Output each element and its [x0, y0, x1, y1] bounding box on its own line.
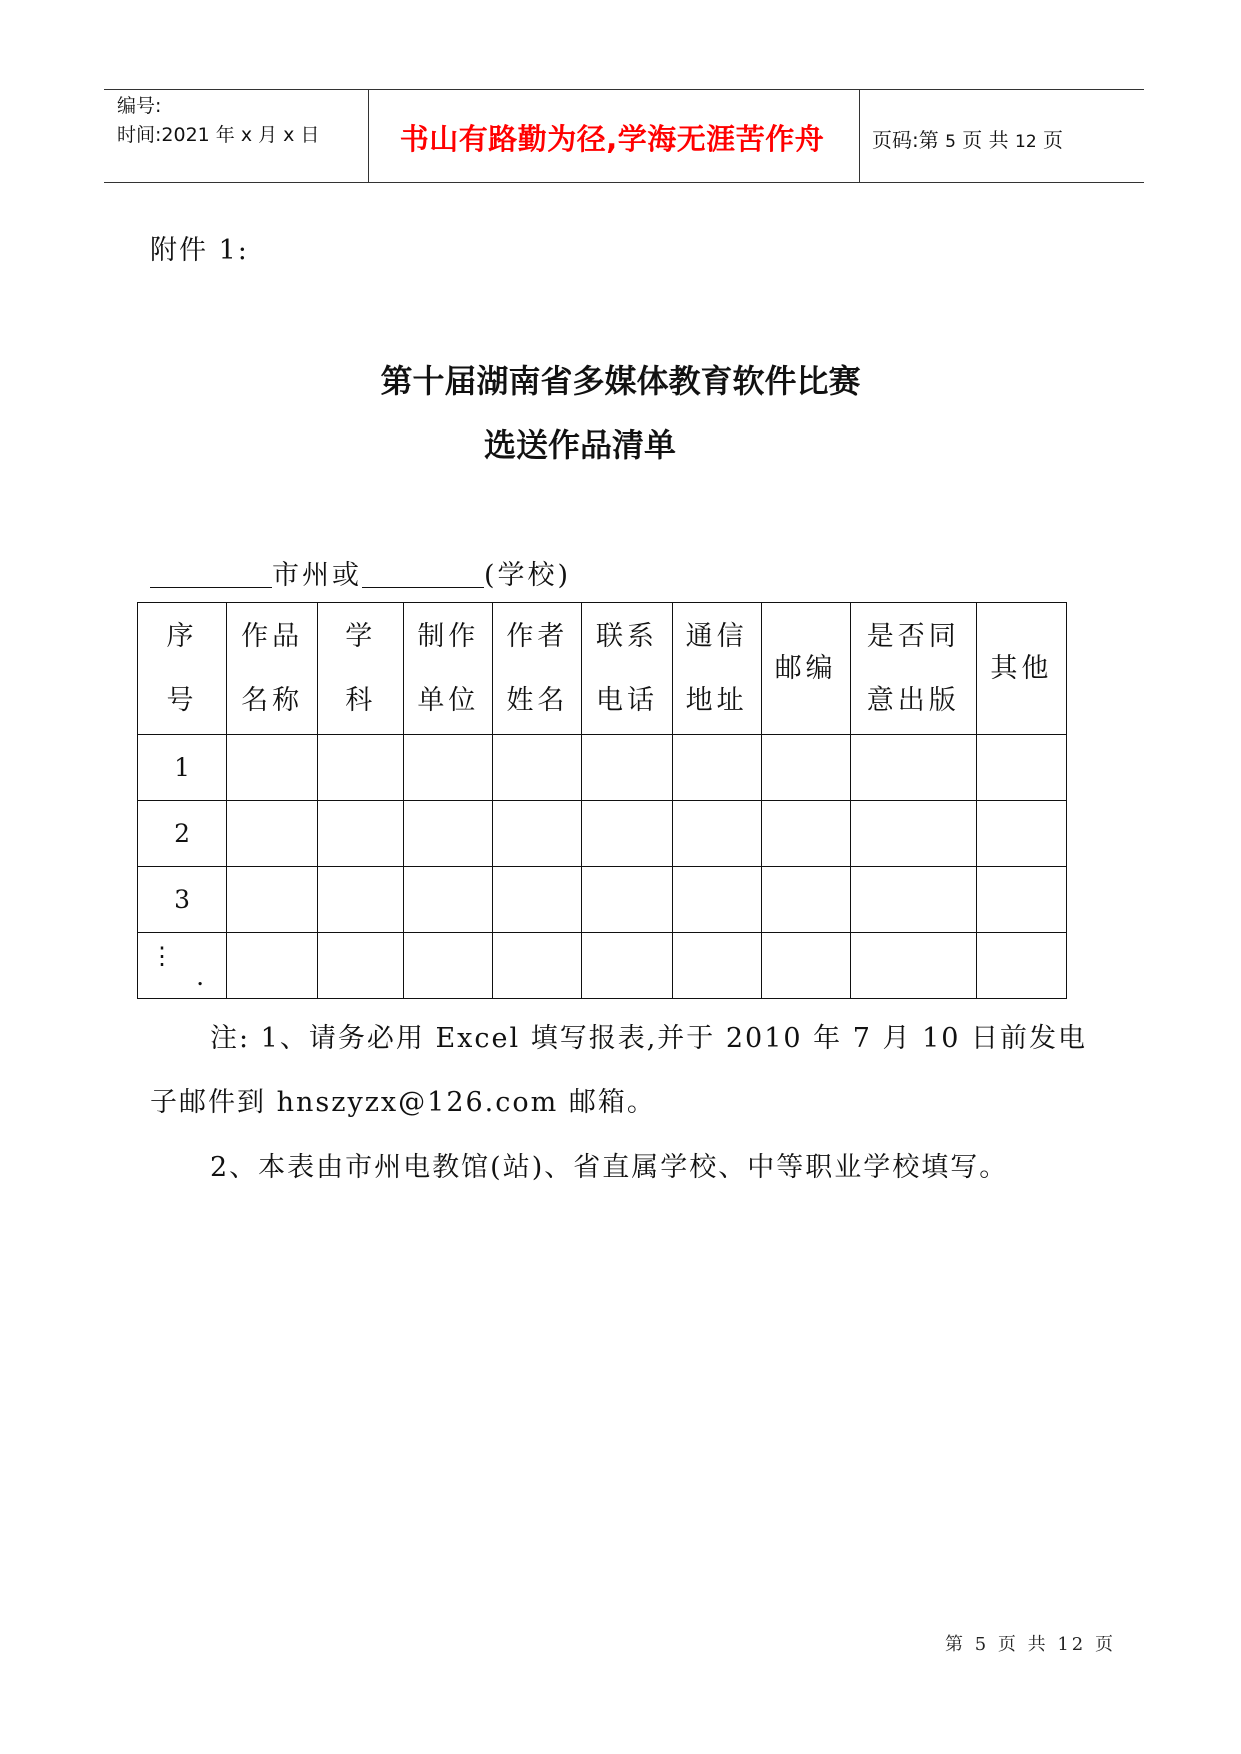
- header-cell-phone: 联系 电话: [582, 603, 672, 735]
- table-cell[interactable]: [976, 801, 1066, 867]
- row-number-ellipsis: ⋮ .: [138, 933, 227, 999]
- header-cell-address: 通信 地址: [672, 603, 761, 735]
- attachment-label: 附件 1:: [150, 235, 249, 266]
- header-cell-subject: 学 科: [318, 603, 404, 735]
- header-divider-right: [859, 90, 860, 182]
- page-suffix: 页: [1043, 128, 1064, 152]
- table-cell[interactable]: [404, 801, 493, 867]
- page-total: 12: [1015, 132, 1037, 152]
- table-cell[interactable]: [582, 933, 672, 999]
- table-cell[interactable]: [761, 801, 850, 867]
- page-mid: 页 共: [962, 128, 1009, 152]
- row-number: 1: [138, 735, 227, 801]
- table-cell[interactable]: [404, 867, 493, 933]
- table-cell[interactable]: [672, 801, 761, 867]
- submission-table: [137, 602, 1067, 999]
- table-cell[interactable]: [976, 735, 1066, 801]
- header-top-rule: [104, 89, 1144, 90]
- table-cell[interactable]: [672, 933, 761, 999]
- table-cell[interactable]: [976, 867, 1066, 933]
- city-label: 市州或: [272, 560, 362, 591]
- table-row: [138, 801, 1067, 867]
- header-cell-author: 作者 姓名: [493, 603, 582, 735]
- document-number-label: 编号:: [117, 95, 162, 117]
- header-cell-work-name: 作品 名称: [227, 603, 318, 735]
- header-page-indicator: [872, 124, 1063, 153]
- fill-in-line: [150, 553, 571, 592]
- table-cell[interactable]: [761, 735, 850, 801]
- table-cell[interactable]: [318, 735, 404, 801]
- table-cell[interactable]: [227, 933, 318, 999]
- table-cell[interactable]: [850, 735, 976, 801]
- header-cell-other: 其他: [976, 603, 1066, 735]
- table-cell[interactable]: [850, 867, 976, 933]
- document-title: 第十届湖南省多媒体教育软件比赛: [380, 362, 861, 400]
- table-cell[interactable]: [582, 867, 672, 933]
- table-cell[interactable]: [493, 801, 582, 867]
- page-current: 5: [945, 132, 956, 152]
- table-cell[interactable]: [976, 933, 1066, 999]
- table-cell[interactable]: [850, 801, 976, 867]
- row-number: 3: [138, 867, 227, 933]
- table-cell[interactable]: [227, 735, 318, 801]
- city-blank[interactable]: [150, 559, 272, 588]
- header-cell-serial: 序 号: [138, 603, 227, 735]
- table-row: [138, 867, 1067, 933]
- table-row: [138, 735, 1067, 801]
- header-meta: [117, 92, 319, 150]
- note-line-1: 注: 1、请务必用 Excel 填写报表,并于 2010 年 7 月 10 日前发电: [210, 1023, 1088, 1054]
- page-footer: 第 5 页 共 12 页: [945, 1634, 1116, 1655]
- table-cell[interactable]: [318, 867, 404, 933]
- header-cell-unit: 制作 单位: [404, 603, 493, 735]
- table-cell[interactable]: [672, 735, 761, 801]
- table-cell[interactable]: [761, 867, 850, 933]
- table-row: [138, 933, 1067, 999]
- header-cell-postcode: 邮编: [761, 603, 850, 735]
- note-line-2: 子邮件到 hnszyzx@126.com 邮箱。: [150, 1087, 656, 1118]
- table-cell[interactable]: [761, 933, 850, 999]
- table-cell[interactable]: [404, 735, 493, 801]
- header-bottom-rule: [104, 182, 1144, 183]
- school-label: (学校): [484, 560, 572, 591]
- table-cell[interactable]: [582, 801, 672, 867]
- table-header-row: [138, 603, 1067, 735]
- table-cell[interactable]: [493, 867, 582, 933]
- note-line-3: 2、本表由市州电教馆(站)、省直属学校、中等职业学校填写。: [210, 1152, 1009, 1183]
- row-number: 2: [138, 801, 227, 867]
- table-cell[interactable]: [318, 801, 404, 867]
- table-cell[interactable]: [227, 801, 318, 867]
- header-divider-left: [368, 90, 369, 182]
- table-cell[interactable]: [672, 867, 761, 933]
- table-cell[interactable]: [227, 867, 318, 933]
- document-time-label: 时间:2021 年 x 月 x 日: [117, 124, 320, 146]
- table-cell[interactable]: [493, 933, 582, 999]
- school-blank[interactable]: [362, 559, 484, 588]
- header-motto: 书山有路勤为径,学海无涯苦作舟: [399, 122, 825, 156]
- table-cell[interactable]: [318, 933, 404, 999]
- document-subtitle: 选送作品清单: [484, 426, 677, 464]
- table-cell[interactable]: [493, 735, 582, 801]
- header-cell-publish-consent: 是否同 意出版: [850, 603, 976, 735]
- page-prefix: 页码:第: [872, 128, 939, 152]
- table-cell[interactable]: [404, 933, 493, 999]
- table-cell[interactable]: [582, 735, 672, 801]
- table-cell[interactable]: [850, 933, 976, 999]
